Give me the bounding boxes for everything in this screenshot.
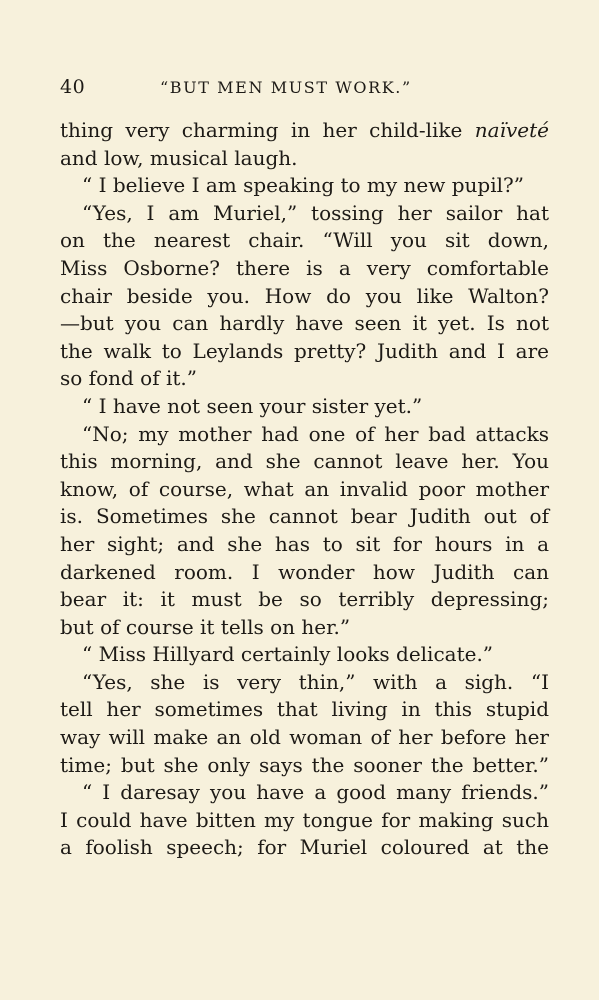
text-line xyxy=(60,393,549,421)
text-line-content: “ I daresay you have a good many friends.” xyxy=(82,780,549,805)
text-line-content: tell her sometimes that living in this stupid xyxy=(60,697,549,722)
body-text xyxy=(60,117,549,862)
text-line xyxy=(60,310,549,338)
text-line xyxy=(60,807,549,835)
text-line-content: chair beside you. How do you like Walton? xyxy=(60,283,549,308)
text-line-content: and low, musical laugh. xyxy=(60,145,298,170)
text-line xyxy=(60,586,549,614)
text-line xyxy=(60,283,549,311)
text-line-content: I could have bitten my tongue for making such xyxy=(60,807,549,832)
text-line xyxy=(60,503,549,531)
text-line-content: “ I have not seen your sister yet.” xyxy=(82,393,423,418)
text-line-content: know, of course, what an invalid poor mother xyxy=(60,476,549,501)
text-line-content: the walk to Leylands pretty? Judith and I are xyxy=(60,338,549,363)
text-line xyxy=(60,531,549,559)
text-line-content: “ Miss Hillyard certainly looks delicate.” xyxy=(82,642,494,667)
text-line xyxy=(60,696,549,724)
text-line-content: —but you can hardly have seen it yet. Is not xyxy=(60,311,549,336)
text-line-content: but of course it tells on her.” xyxy=(60,614,351,639)
text-line-content: thing very charming in her child-like xyxy=(60,118,475,142)
text-line-content: time; but she only says the sooner the better.” xyxy=(60,752,549,777)
text-line xyxy=(60,669,549,697)
text-line-content: this morning, and she cannot leave her. You xyxy=(60,449,549,474)
text-line xyxy=(60,172,549,200)
text-line xyxy=(60,641,549,669)
text-line-content: Miss Osborne? there is a very comfortable xyxy=(60,255,549,280)
text-line xyxy=(60,834,549,862)
text-line xyxy=(60,200,549,228)
text-line xyxy=(60,117,549,145)
text-line-content: bear it: it must be so terribly depressing; xyxy=(60,587,549,612)
text-line xyxy=(60,476,549,504)
text-line-content: a foolish speech; for Muriel coloured at the xyxy=(60,835,549,860)
text-line xyxy=(60,227,549,255)
italic-word: naïveté xyxy=(474,118,549,142)
text-line-content: “Yes, she is very thin,” with a sigh. “I xyxy=(82,669,549,694)
running-head: “BUT MEN MUST WORK.” xyxy=(160,78,412,97)
text-line-content: “Yes, I am Muriel,” tossing her sailor hat xyxy=(82,200,549,225)
text-line xyxy=(60,421,549,449)
text-line-content: on the nearest chair. “Will you sit down, xyxy=(60,228,549,253)
text-line xyxy=(60,614,549,642)
text-line xyxy=(60,779,549,807)
text-line xyxy=(60,559,549,587)
text-line xyxy=(60,255,549,283)
text-line xyxy=(60,365,549,393)
text-line-content: way will make an old woman of her before her xyxy=(60,725,549,750)
text-line xyxy=(60,448,549,476)
page-header xyxy=(60,76,550,102)
text-line-content: her sight; and she has to sit for hours in a xyxy=(60,531,549,556)
text-line xyxy=(60,724,549,752)
text-line-content: is. Sometimes she cannot bear Judith out of xyxy=(60,504,549,529)
text-line xyxy=(60,752,549,780)
page-number: 40 xyxy=(60,76,86,98)
text-line-content: “No; my mother had one of her bad attacks xyxy=(82,421,549,446)
text-line-content: so fond of it.” xyxy=(60,366,197,391)
text-line-content: “ I believe I am speaking to my new pupil?” xyxy=(82,173,524,198)
text-line xyxy=(60,338,549,366)
text-line xyxy=(60,145,549,173)
text-line-content: darkened room. I wonder how Judith can xyxy=(60,559,549,584)
